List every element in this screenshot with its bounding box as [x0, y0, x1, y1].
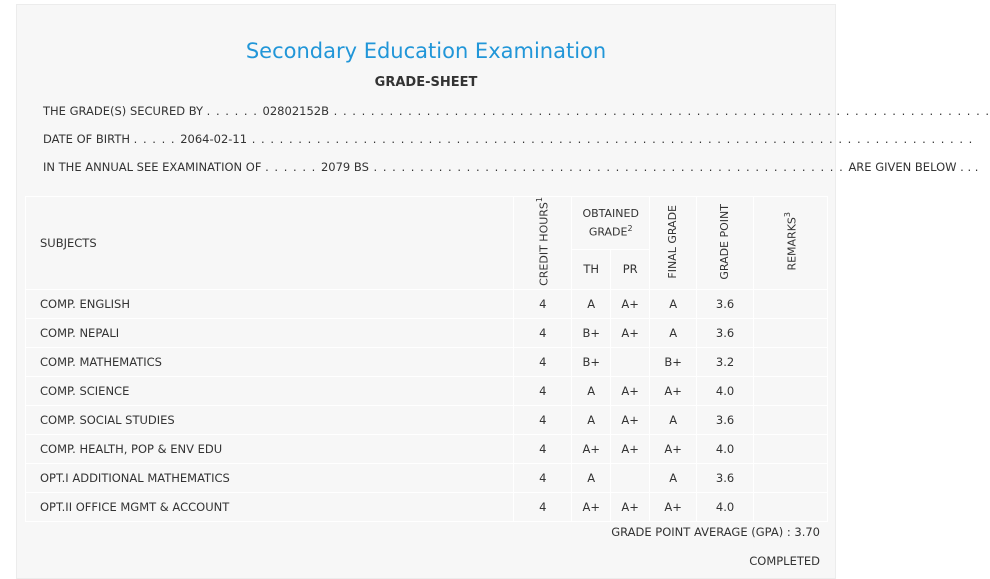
gpa-label: GRADE POINT AVERAGE (GPA) :: [611, 525, 791, 539]
table-row: [26, 289, 828, 318]
table-row: [26, 492, 828, 521]
final-grade-cell: A: [650, 318, 697, 347]
remarks-cell: [754, 289, 828, 318]
credit-cell: 4: [514, 289, 572, 318]
remarks-cell: [754, 463, 828, 492]
header-grade-point: GRADE POINT: [697, 197, 754, 290]
header-obtained-grade: OBTAINED GRADE$^2$: [572, 197, 650, 250]
grade-point-cell: 3.6: [697, 463, 754, 492]
pr-grade-cell: A+: [611, 318, 650, 347]
pr-grade-cell: [611, 347, 650, 376]
subject-cell: COMP. ENGLISH: [26, 289, 514, 318]
grades-table: [25, 196, 828, 522]
grade-sheet: [16, 4, 990, 579]
remarks-cell: [754, 434, 828, 463]
grade-point-cell: 4.0: [697, 434, 754, 463]
pr-grade-cell: A+: [611, 376, 650, 405]
th-grade-cell: A: [572, 289, 611, 318]
th-grade-cell: A: [572, 376, 611, 405]
th-grade-cell: A: [572, 405, 611, 434]
credit-cell: 4: [514, 405, 572, 434]
credit-cell: 4: [514, 463, 572, 492]
th-grade-cell: A+: [572, 492, 611, 521]
table-row: [26, 463, 828, 492]
grade-point-cell: 4.0: [697, 376, 754, 405]
exam-year: 2079 BS: [320, 160, 369, 174]
subject-cell: COMP. MATHEMATICS: [26, 347, 514, 376]
final-grade-cell: A+: [650, 376, 697, 405]
dob-line: DATE OF BIRTH . . . . . 2064-02-11 . . . . . . . . . . . . . . . . . . . . . . . . . . . . . . . . . . . . . . . . . . . . . . . . . . . . . . . . . . . . . . . . . . . . . . . . . . . . . .: [43, 132, 974, 146]
header-remarks: REMARKS$^3$: [754, 197, 828, 290]
symbol-number: 02802152B: [262, 104, 329, 118]
dob-label: DATE OF BIRTH: [43, 132, 131, 146]
remarks-cell: [754, 347, 828, 376]
pr-grade-cell: [611, 463, 650, 492]
table-row: [26, 405, 828, 434]
header-pr: PR: [611, 249, 650, 289]
subject-cell: OPT.II OFFICE MGMT & ACCOUNT: [26, 492, 514, 521]
subject-cell: COMP. HEALTH, POP & ENV EDU: [26, 434, 514, 463]
page-title: Secondary Education Examination: [245, 39, 607, 63]
header-final-grade: FINAL GRADE: [650, 197, 697, 290]
table-row: [26, 434, 828, 463]
result-status: COMPLETED: [749, 554, 820, 568]
exam-suffix: ARE GIVEN BELOW . . .: [848, 160, 979, 174]
grade-point-cell: 3.6: [697, 289, 754, 318]
final-grade-cell: A: [650, 405, 697, 434]
page-subtitle: GRADE-SHEET: [374, 75, 478, 90]
grade-point-cell: 4.0: [697, 492, 754, 521]
secured-by-label: THE GRADE(S) SECURED BY: [43, 104, 204, 118]
header-subjects: SUBJECTS: [26, 197, 514, 290]
subject-cell: OPT.I ADDITIONAL MATHEMATICS: [26, 463, 514, 492]
th-grade-cell: B+: [572, 347, 611, 376]
remarks-cell: [754, 405, 828, 434]
secured-by-line: THE GRADE(S) SECURED BY . . . . . . 02802152B . . . . . . . . . . . . . . . . . . . . . . . . . . . . . . . . . . . . . . . . . . . . . . . . . . . . . . . . . . . . . . . . . . . . . . .: [43, 104, 990, 118]
grade-point-cell: 3.2: [697, 347, 754, 376]
th-grade-cell: B+: [572, 318, 611, 347]
table-row: [26, 347, 828, 376]
subject-cell: COMP. NEPALI: [26, 318, 514, 347]
th-grade-cell: A: [572, 463, 611, 492]
credit-cell: 4: [514, 376, 572, 405]
credit-cell: 4: [514, 492, 572, 521]
exam-line: IN THE ANNUAL SEE EXAMINATION OF . . . . . . 2079 BS . . . . . . . . . . . . . . . . . . . . . . . . . . . . . . . . . . . . . . . . . . . . . . . . . . . ARE GIVEN BELOW . . .: [43, 160, 979, 174]
credit-cell: 4: [514, 347, 572, 376]
table-row: [26, 376, 828, 405]
final-grade-cell: A: [650, 289, 697, 318]
dob-value: 2064-02-11: [180, 132, 248, 146]
header-credit-hours: CREDIT HOURS$^1$: [514, 197, 572, 290]
remarks-cell: [754, 376, 828, 405]
pr-grade-cell: A+: [611, 405, 650, 434]
header-th: TH: [572, 249, 611, 289]
pr-grade-cell: A+: [611, 289, 650, 318]
final-grade-cell: A+: [650, 492, 697, 521]
pr-grade-cell: A+: [611, 434, 650, 463]
grade-point-cell: 3.6: [697, 318, 754, 347]
gpa-line: [611, 525, 820, 539]
pr-grade-cell: A+: [611, 492, 650, 521]
table-row: [26, 318, 828, 347]
subject-cell: COMP. SOCIAL STUDIES: [26, 405, 514, 434]
gpa-value: 3.70: [794, 525, 820, 539]
final-grade-cell: A+: [650, 434, 697, 463]
remarks-cell: [754, 318, 828, 347]
final-grade-cell: A: [650, 463, 697, 492]
credit-cell: 4: [514, 318, 572, 347]
th-grade-cell: A+: [572, 434, 611, 463]
final-grade-cell: B+: [650, 347, 697, 376]
grade-point-cell: 3.6: [697, 405, 754, 434]
credit-cell: 4: [514, 434, 572, 463]
exam-label: IN THE ANNUAL SEE EXAMINATION OF: [43, 160, 262, 174]
subject-cell: COMP. SCIENCE: [26, 376, 514, 405]
remarks-cell: [754, 492, 828, 521]
